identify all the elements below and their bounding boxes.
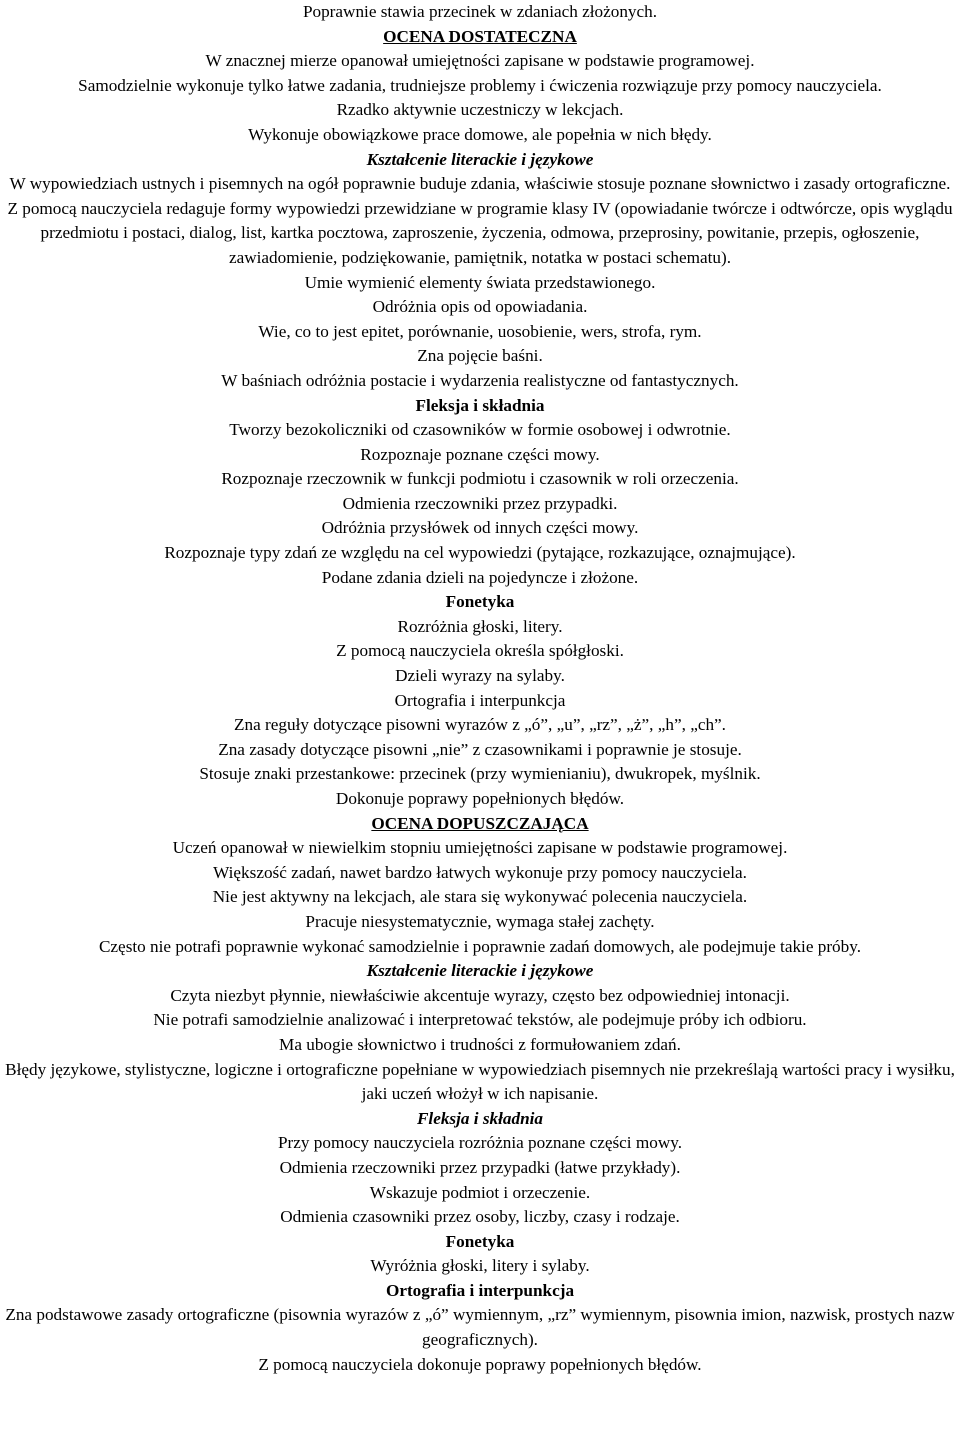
text-paragraph: Samodzielnie wykonuje tylko łatwe zadania, trudniejsze problemy i ćwiczenia rozwiązuje przy pomocy nauczyciela. bbox=[78, 75, 882, 95]
text-line: Odmienia rzeczowniki przez przypadki (łatwe przykłady). bbox=[279, 1157, 681, 1177]
text-paragraph: W wypowiedziach ustnych i pisemnych na ogół poprawnie buduje zdania, właściwie stosuje poznane słownictwo i zasady ortograficzne. bbox=[9, 174, 951, 194]
text-line: Rozpoznaje rzeczownik w funkcji podmiotu i czasownik w roli orzeczenia. bbox=[221, 469, 739, 489]
section-heading-fleksja: Fleksja i składnia bbox=[416, 1108, 544, 1128]
text-line: Rzadko aktywnie uczestniczy w lekcjach. bbox=[336, 100, 624, 120]
text-paragraph: Zna podstawowe zasady ortograficzne (pisownia wyrazów z „ó” wymiennym, „rz” wymiennym, pisownia imion, nazwisk, prostych nazw geograficznych). bbox=[5, 1305, 955, 1350]
text-line: Z pomocą nauczyciela określa spółgłoski. bbox=[336, 641, 624, 661]
text-line: Wyróżnia głoski, litery i sylaby. bbox=[370, 1256, 590, 1276]
grade-heading-dopuszczajaca: OCENA DOPUSZCZAJĄCA bbox=[371, 813, 589, 833]
text-line: Przy pomocy nauczyciela rozróżnia poznane części mowy. bbox=[277, 1133, 683, 1153]
text-line: Nie potrafi samodzielnie analizować i interpretować tekstów, ale podejmuje próby ich odbioru. bbox=[153, 1010, 807, 1030]
section-heading-literackie: Kształcenie literackie i językowe bbox=[366, 149, 594, 169]
text-line: Zna zasady dotyczące pisowni „nie” z czasownikami i poprawnie je stosuje. bbox=[218, 739, 742, 759]
text-line: Rozróżnia głoski, litery. bbox=[397, 616, 563, 636]
section-heading-ortografia: Ortografia i interpunkcja bbox=[385, 1280, 575, 1300]
grade-heading-dostateczna: OCENA DOSTATECZNA bbox=[383, 26, 577, 46]
text-line: W baśniach odróżnia postacie i wydarzenia realistyczne od fantastycznych. bbox=[221, 370, 739, 390]
text-line: Dzieli wyrazy na sylaby. bbox=[395, 666, 565, 686]
section-heading-ortografia: Ortografia i interpunkcja bbox=[394, 690, 566, 710]
text-line: Zna reguły dotyczące pisowni wyrazów z „ó”, „u”, „rz”, „ż”, „h”, „ch”. bbox=[234, 715, 726, 735]
text-line: Poprawnie stawia przecinek w zdaniach złożonych. bbox=[302, 2, 658, 21]
text-line: Ma ubogie słownictwo i trudności z formułowaniem zdań. bbox=[279, 1034, 681, 1054]
text-line: Z pomocą nauczyciela dokonuje poprawy popełnionych błędów. bbox=[258, 1354, 702, 1374]
text-line: Nie jest aktywny na lekcjach, ale stara się wykonywać polecenia nauczyciela. bbox=[212, 887, 748, 907]
text-line: Rozpoznaje poznane części mowy. bbox=[360, 444, 600, 464]
text-line: Umie wymienić elementy świata przedstawionego. bbox=[304, 272, 656, 292]
text-paragraph: Błędy językowe, stylistyczne, logiczne i ortograficzne popełniane w wypowiedziach pisemnych nie przekreślają wartości pracy i wysiłku, jaki uczeń włożył w ich napisanie. bbox=[5, 1059, 955, 1104]
text-line: Wie, co to jest epitet, porównanie, uosobienie, wers, strofa, rym. bbox=[258, 321, 702, 341]
text-line: Uczeń opanował w niewielkim stopniu umiejętności zapisane w podstawie programowej. bbox=[172, 838, 788, 858]
text-line: Odmienia czasowniki przez osoby, liczby, czasy i rodzaje. bbox=[280, 1207, 680, 1227]
text-line: Dokonuje poprawy popełnionych błędów. bbox=[335, 789, 625, 808]
text-line: Czyta niezbyt płynnie, niewłaściwie akcentuje wyrazy, często bez odpowiedniej intonacji. bbox=[170, 985, 790, 1005]
section-heading-literackie: Kształcenie literackie i językowe bbox=[366, 961, 594, 981]
text-line: Odróżnia przysłówek od innych części mowy. bbox=[321, 518, 639, 538]
section-heading-fleksja: Fleksja i składnia bbox=[415, 395, 545, 415]
text-line: Stosuje znaki przestankowe: przecinek (przy wymienianiu), dwukropek, myślnik. bbox=[199, 764, 761, 784]
text-line: Wskazuje podmiot i orzeczenie. bbox=[369, 1182, 591, 1202]
section-heading-fonetyka: Fonetyka bbox=[445, 1231, 515, 1251]
text-line: Większość zadań, nawet bardzo łatwych wykonuje przy pomocy nauczyciela. bbox=[213, 862, 747, 882]
text-line: Zna pojęcie baśni. bbox=[417, 346, 543, 366]
text-line: Często nie potrafi poprawnie wykonać samodzielnie i poprawnie zadań domowych, ale podejmuje takie próby. bbox=[98, 936, 862, 956]
text-line: Tworzy bezokoliczniki od czasowników w formie osobowej i odwrotnie. bbox=[229, 420, 731, 440]
text-line: Podane zdania dzieli na pojedyncze i złożone. bbox=[321, 567, 639, 587]
text-line: Pracuje niesystematycznie, wymaga stałej zachęty. bbox=[305, 911, 655, 931]
text-line: Rozpoznaje typy zdań ze względu na cel wypowiedzi (pytające, rozkazujące, oznajmujące). bbox=[164, 543, 796, 563]
text-line: W znacznej mierze opanował umiejętności zapisane w podstawie programowej. bbox=[205, 51, 755, 71]
text-line: Odmienia rzeczowniki przez przypadki. bbox=[342, 493, 618, 513]
section-heading-fonetyka: Fonetyka bbox=[445, 592, 515, 612]
text-line: Odróżnia opis od opowiadania. bbox=[372, 297, 588, 317]
text-line: Wykonuje obowiązkowe prace domowe, ale popełnia w nich błędy. bbox=[248, 124, 712, 144]
text-paragraph: Z pomocą nauczyciela redaguje formy wypowiedzi przewidziane w programie klasy IV (opowiadanie twórcze i odtwórcze, opis wyglądu przedmiotu i postaci, dialog, list, kartka pocztowa, zaproszenie, życzenia, odmowa, przeprosiny, powitanie, przepis, ogłoszenie, zawiadomienie, podziękowanie, pamiętnik, notatka w postaci schematu). bbox=[7, 198, 953, 267]
